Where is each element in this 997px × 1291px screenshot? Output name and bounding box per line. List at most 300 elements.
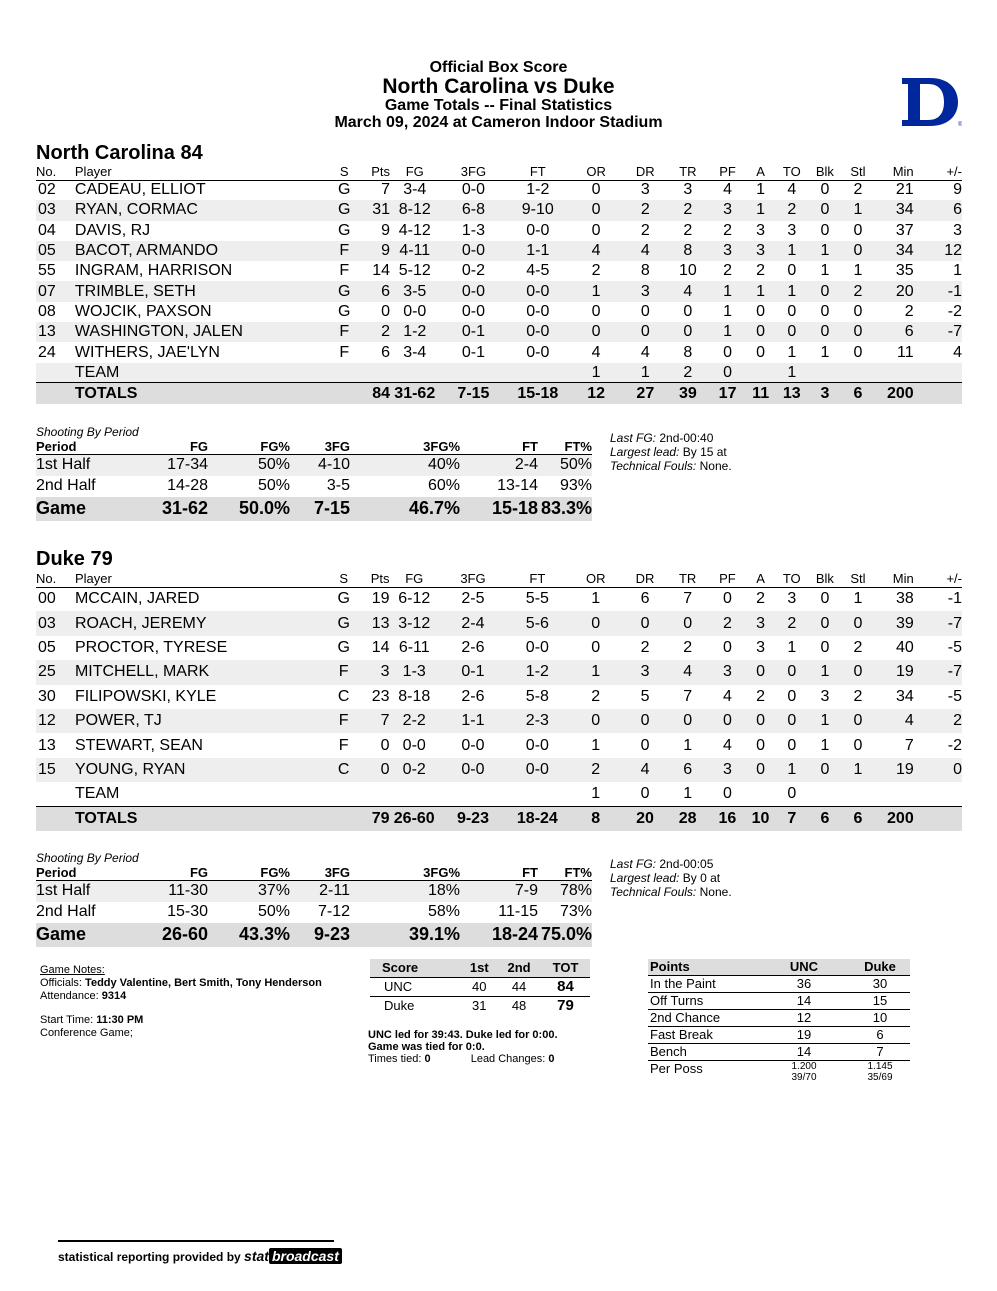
cell-blk: 0 <box>808 200 841 220</box>
last-fg-value: 2nd-00:40 <box>659 431 714 445</box>
lead-info <box>368 1029 558 1065</box>
cell-fg: 8-18 <box>398 687 431 705</box>
cell-tr: 4 <box>667 281 710 301</box>
shooting-header-row <box>36 865 592 881</box>
player-row <box>36 758 962 782</box>
cell-player: CADEAU, ELLIOT <box>74 181 206 199</box>
shooting-3fg-pct: 60% <box>427 477 460 494</box>
cell-a: 1 <box>756 181 766 199</box>
cell-dr: 0 <box>624 322 667 342</box>
cell-pf: 3 <box>709 758 746 782</box>
cell-dr: 3 <box>624 281 667 301</box>
cell-fg: 1-2 <box>390 322 439 342</box>
col-header-a: A <box>746 163 775 180</box>
shooting-period-row <box>36 881 592 902</box>
cell-fg: 3-12 <box>389 611 439 635</box>
cell-or: 0 <box>591 181 601 199</box>
cell-min: 21 <box>895 181 914 199</box>
cell-dr: 0 <box>640 785 650 803</box>
shooting-ft: 13-14 <box>497 477 538 494</box>
cell-pf: 0 <box>723 343 733 361</box>
cell-fg: 1-3 <box>389 660 439 684</box>
team-title-unc: North Carolina 84 <box>36 142 203 164</box>
points-duke: 6 <box>850 1026 910 1043</box>
total-tr: 39 <box>667 383 710 404</box>
cell-stl: 0 <box>853 221 863 239</box>
total-fg: 31-62 <box>390 383 439 404</box>
cell-blk: 0 <box>808 281 841 301</box>
cell-or: 2 <box>591 262 601 280</box>
cell-pf: 0 <box>722 785 732 803</box>
col-header-pts: Pts <box>358 570 389 587</box>
cell-pf: 2 <box>709 611 746 635</box>
shooting-3fg: 2-11 <box>290 881 350 902</box>
cell-plus-minus: -7 <box>914 660 962 684</box>
cell-or: 1 <box>591 736 601 754</box>
cell-stl <box>841 782 874 806</box>
box-score-table-duke <box>36 570 962 831</box>
points-breakdown-table <box>648 959 910 1086</box>
cell-stl: 0 <box>853 343 863 361</box>
total-3fg: 7-15 <box>440 383 508 404</box>
team-title-duke: Duke 79 <box>36 548 113 570</box>
total-tr: 28 <box>666 807 709 831</box>
cell-3fg: 1-3 <box>461 221 485 239</box>
game-notes <box>40 964 322 1040</box>
cell-plus-minus: 9 <box>953 181 962 199</box>
cell-to: 0 <box>787 302 797 320</box>
cell-pos: G <box>330 200 359 220</box>
tied-summary: Game was tied for 0:0. <box>368 1041 485 1053</box>
cell-3fg: 0-0 <box>461 181 485 199</box>
game-fg-pct: 43.3% <box>208 923 290 947</box>
points-unc: 36 <box>758 975 850 992</box>
cell-plus-minus: -2 <box>947 736 962 754</box>
player-row <box>36 733 962 757</box>
cell-no <box>36 782 75 806</box>
col-header-plus-minus: +/- <box>914 570 962 587</box>
first-half-score: 31 <box>472 998 487 1014</box>
shooting-fg: 17-34 <box>136 455 208 476</box>
shooting-col-fg: FG <box>136 865 208 881</box>
technical-fouls-value: None. <box>699 459 732 473</box>
shooting-ft: 11-15 <box>498 903 538 920</box>
cell-min: 35 <box>895 262 914 280</box>
first-half-score: 40 <box>461 977 497 996</box>
col-header-plus-minus: +/- <box>914 163 962 180</box>
score-header: Score <box>370 959 461 977</box>
player-row <box>36 709 962 733</box>
box-score-table-unc <box>36 163 962 404</box>
cell-3fg: 2-6 <box>461 638 485 656</box>
officials-label: Officials: <box>40 977 82 989</box>
lead-summary: UNC led for 39:43. Duke led for 0:00. <box>368 1029 558 1041</box>
cell-a: 2 <box>756 262 766 280</box>
player-row <box>36 200 962 220</box>
cell-a: 3 <box>756 638 765 656</box>
cell-pts: 9 <box>359 241 390 261</box>
game-period: Game <box>36 497 136 521</box>
col-header-fg: FG <box>390 163 439 180</box>
points-unc: 14 <box>758 992 850 1009</box>
cell-pf: 1 <box>709 281 746 301</box>
cell-pts: 2 <box>359 322 390 342</box>
shooting-period: 2nd Half <box>36 903 96 920</box>
cell-min: 6 <box>874 322 913 342</box>
cell-no: 00 <box>38 590 56 608</box>
shooting-3fg-pct: 40% <box>350 455 460 476</box>
points-col-label: Points <box>648 959 758 975</box>
cell-blk: 1 <box>820 262 830 280</box>
cell-3fg: 0-0 <box>440 281 508 301</box>
points-row <box>648 1009 910 1026</box>
cell-blk: 0 <box>820 590 830 608</box>
col-header-dr: DR <box>624 570 667 587</box>
cell-pts: 14 <box>372 262 391 280</box>
col-header-player: Player <box>75 163 330 180</box>
cell-pts: 0 <box>380 736 390 754</box>
footer-credit <box>58 1240 339 1264</box>
game-fg: 26-60 <box>136 923 208 947</box>
cell-player: TRIMBLE, SETH <box>75 281 330 301</box>
cell-a: 0 <box>746 322 775 342</box>
attendance-label: Attendance: <box>40 990 99 1002</box>
team-row <box>36 363 962 383</box>
cell-pts: 23 <box>371 687 390 705</box>
cell-min: 11 <box>897 343 914 361</box>
total-or: 8 <box>568 807 624 831</box>
cell-no: 25 <box>36 660 75 684</box>
cell-plus-minus: 4 <box>953 343 962 361</box>
total-player: TOTALS <box>75 383 330 404</box>
cell-min: 37 <box>895 221 914 239</box>
cell-ft: 4-5 <box>526 262 550 280</box>
cell-to: 1 <box>775 241 808 261</box>
cell-stl: 2 <box>853 638 863 656</box>
total-score: 84 <box>541 977 590 996</box>
shooting-ft-pct: 78% <box>538 881 592 902</box>
cell-player: WOJCIK, PAXSON <box>74 302 212 320</box>
shooting-game-row <box>36 497 592 521</box>
total-dr: 27 <box>624 383 667 404</box>
cell-ft: 5-6 <box>507 611 568 635</box>
total-blk: 6 <box>808 807 841 831</box>
brand-part-a: stat <box>244 1248 269 1264</box>
cell-3fg: 1-1 <box>439 709 507 733</box>
cell-pf: 0 <box>709 709 746 733</box>
cell-pf: 3 <box>709 660 746 684</box>
cell-min: 20 <box>874 281 913 301</box>
cell-tr: 7 <box>683 590 693 608</box>
cell-ft: 1-2 <box>507 660 568 684</box>
shooting-col-fg: FG <box>136 439 208 455</box>
officials-value: Teddy Valentine, Bert Smith, Tony Henderson <box>85 977 322 989</box>
points-duke: 30 <box>850 975 910 992</box>
cell-no: 03 <box>36 200 75 220</box>
cell-tr: 1 <box>683 785 693 803</box>
cell-stl: 0 <box>841 322 874 342</box>
cell-ft: 0-0 <box>507 322 568 342</box>
cell-min: 2 <box>904 302 914 320</box>
team-row <box>36 782 962 806</box>
cell-pos: G <box>338 302 351 320</box>
cell-pos: G <box>338 181 351 199</box>
cell-fg: 6-12 <box>398 590 431 608</box>
cell-to: 1 <box>787 343 797 361</box>
cell-or: 0 <box>568 709 624 733</box>
team-name: Duke <box>384 998 415 1014</box>
cell-stl: 0 <box>853 302 863 320</box>
cell-to: 0 <box>775 660 808 684</box>
shooting-ft: 2-4 <box>460 455 538 476</box>
total-plus-minus <box>914 383 962 404</box>
cell-a: 3 <box>756 221 766 239</box>
cell-pos: F <box>339 343 350 361</box>
cell-to: 0 <box>775 322 808 342</box>
cell-blk: 1 <box>808 660 841 684</box>
cell-to: 3 <box>787 590 797 608</box>
col-header-pts: Pts <box>359 163 390 180</box>
cell-ft: 0-0 <box>526 343 550 361</box>
cell-blk: 3 <box>820 687 830 705</box>
cell-min: 40 <box>895 638 914 656</box>
cell-pf: 2 <box>723 221 733 239</box>
points-label: Off Turns <box>648 992 758 1009</box>
score-by-half-table <box>370 959 590 1015</box>
cell-ft <box>507 363 568 383</box>
cell-player: PROCTOR, TYRESE <box>74 638 228 656</box>
cell-min: 19 <box>874 660 913 684</box>
cell-pos: G <box>338 221 351 239</box>
cell-pts: 3 <box>358 660 389 684</box>
shooting-game-row <box>36 923 592 947</box>
game-notes-title: Game Notes: <box>40 964 105 976</box>
total-ft: 18-24 <box>507 807 568 831</box>
cell-ft <box>507 782 568 806</box>
col-header-pf: PF <box>709 163 746 180</box>
start-time-label: Start Time: <box>40 1014 94 1026</box>
points-label: Fast Break <box>648 1026 758 1043</box>
cell-tr: 4 <box>666 660 709 684</box>
player-row <box>36 322 962 342</box>
cell-ft: 0-0 <box>507 758 568 782</box>
cell-to: 4 <box>787 181 797 199</box>
cell-ft: 1-2 <box>526 181 550 199</box>
cell-ft: 0-0 <box>525 736 549 754</box>
cell-blk: 1 <box>808 709 841 733</box>
cell-min: 19 <box>874 758 913 782</box>
cell-fg: 8-12 <box>390 200 439 220</box>
cell-player: DAVIS, RJ <box>74 221 151 239</box>
cell-3fg: 6-8 <box>440 200 508 220</box>
cell-3fg: 0-0 <box>439 758 507 782</box>
player-row <box>36 221 962 241</box>
total-pts: 79 <box>358 807 389 831</box>
cell-pos: G <box>330 281 359 301</box>
cell-player: ROACH, JEREMY <box>75 611 329 635</box>
cell-stl <box>841 363 874 383</box>
cell-no: 55 <box>38 262 56 280</box>
cell-stl: 1 <box>841 758 874 782</box>
shooting-col-ft: FT <box>460 865 538 881</box>
cell-ft: 0-0 <box>526 302 550 320</box>
cell-dr: 2 <box>640 638 650 656</box>
shooting-caption: Shooting By Period <box>36 851 139 865</box>
total-min: 200 <box>874 807 913 831</box>
cell-blk <box>808 782 841 806</box>
col-header-no: No. <box>36 163 75 180</box>
cell-blk: 0 <box>820 221 830 239</box>
cell-plus-minus: -7 <box>914 322 962 342</box>
points-header-row <box>648 959 910 975</box>
cell-pts <box>359 363 390 383</box>
cell-a <box>746 782 775 806</box>
col-header-blk: Blk <box>808 163 841 180</box>
cell-pf: 0 <box>722 638 732 656</box>
cell-player: MITCHELL, MARK <box>75 660 329 684</box>
cell-plus-minus: -7 <box>914 611 962 635</box>
cell-plus-minus: -1 <box>914 281 962 301</box>
brand-part-b: broadcast <box>269 1248 342 1264</box>
cell-min: 34 <box>895 687 914 705</box>
cell-3fg: 0-0 <box>461 736 485 754</box>
points-duke: 15 <box>850 992 910 1009</box>
shooting-ft-pct: 93% <box>559 477 592 494</box>
shooting-by-period-duke <box>36 851 592 947</box>
cell-or: 1 <box>591 785 601 803</box>
cell-no: 05 <box>36 241 75 261</box>
col-header-tr: TR <box>666 570 709 587</box>
largest-lead-value: By 0 at <box>682 871 721 885</box>
cell-fg: 5-12 <box>398 262 431 280</box>
cell-3fg <box>440 363 508 383</box>
cell-a: 0 <box>746 709 775 733</box>
cell-plus-minus: -1 <box>947 590 962 608</box>
cell-player: BACOT, ARMANDO <box>75 241 330 261</box>
cell-plus-minus <box>914 782 962 806</box>
col-header-stl: Stl <box>841 163 874 180</box>
cell-to: 2 <box>775 200 808 220</box>
col-header-dr: DR <box>624 163 667 180</box>
cell-fg: 3-5 <box>390 281 439 301</box>
points-col-unc: UNC <box>758 959 850 975</box>
game-info-unc <box>610 431 732 473</box>
cell-pf: 3 <box>709 200 746 220</box>
cell-pts: 0 <box>381 302 391 320</box>
game-period: Game <box>36 923 136 947</box>
cell-fg: 3-4 <box>403 343 427 361</box>
technical-fouls-label: Technical Fouls: <box>610 885 697 899</box>
cell-ft: 5-8 <box>525 687 549 705</box>
totals-row <box>36 807 962 831</box>
points-row <box>648 975 910 992</box>
shooting-by-period-unc <box>36 425 592 521</box>
cell-ft: 5-5 <box>525 590 549 608</box>
cell-player: TEAM <box>74 785 120 803</box>
col-header-min: Min <box>874 570 913 587</box>
second-half-score: 44 <box>497 977 541 996</box>
game-3fg: 9-23 <box>290 923 350 947</box>
lead-changes-value: 0 <box>548 1053 555 1065</box>
points-label: 2nd Chance <box>648 1009 758 1026</box>
shooting-period-row <box>36 902 592 923</box>
cell-player: FILIPOWSKI, KYLE <box>74 687 217 705</box>
score-row-duke <box>370 996 590 1015</box>
total-pf: 16 <box>709 807 746 831</box>
cell-dr: 0 <box>624 709 667 733</box>
total-no <box>36 807 75 831</box>
cell-no: 24 <box>38 343 56 361</box>
cell-pf: 4 <box>723 181 733 199</box>
cell-player: STEWART, SEAN <box>74 736 203 754</box>
shooting-ft: 7-9 <box>460 881 538 902</box>
total-dr: 20 <box>624 807 667 831</box>
largest-lead-value: By 15 at <box>682 445 727 459</box>
cell-dr: 6 <box>640 590 650 608</box>
total-pos <box>329 807 358 831</box>
cell-plus-minus: 1 <box>953 262 962 280</box>
shooting-fg-pct: 50% <box>257 903 290 920</box>
cell-min: 4 <box>874 709 913 733</box>
game-ft-pct: 75.0% <box>538 923 592 947</box>
cell-pts: 13 <box>358 611 389 635</box>
shooting-header-row <box>36 439 592 455</box>
box-header-row <box>36 163 962 180</box>
col-header-pos: S <box>329 570 358 587</box>
cell-no: 13 <box>36 322 75 342</box>
technical-fouls-label: Technical Fouls: <box>610 459 697 473</box>
points-col-duke: Duke <box>850 959 910 975</box>
cell-tr: 8 <box>667 241 710 261</box>
shooting-col-3fg: 3FG <box>290 865 350 881</box>
cell-fg: 0-0 <box>403 302 427 320</box>
shooting-caption: Shooting By Period <box>36 425 139 439</box>
footer-text: statistical reporting provided by <box>58 1250 241 1264</box>
cell-pos <box>329 782 358 806</box>
col-header-3fg: 3FG <box>440 163 508 180</box>
cell-3fg: 2-4 <box>439 611 507 635</box>
cell-or: 0 <box>591 221 601 239</box>
col-header-fg: FG <box>389 570 439 587</box>
per-poss-unc <box>758 1060 850 1086</box>
cell-plus-minus: 3 <box>953 221 962 239</box>
col-header-3fg: 3FG <box>439 570 507 587</box>
game-fg: 31-62 <box>136 497 208 521</box>
player-row <box>36 611 962 635</box>
cell-min: 7 <box>904 736 914 754</box>
total-pts: 84 <box>359 383 390 404</box>
cell-no <box>36 363 75 383</box>
total-a: 10 <box>746 807 775 831</box>
total-blk: 3 <box>808 383 841 404</box>
cell-blk: 1 <box>820 343 830 361</box>
cell-min: 38 <box>895 590 914 608</box>
cell-dr: 0 <box>624 611 667 635</box>
cell-to: 0 <box>787 736 797 754</box>
largest-lead-label: Largest lead: <box>610 871 680 885</box>
col-header-to: TO <box>775 163 808 180</box>
cell-dr: 3 <box>624 660 667 684</box>
shooting-col-ft-pct: FT% <box>538 439 592 455</box>
cell-plus-minus: 12 <box>914 241 962 261</box>
cell-tr: 0 <box>667 322 710 342</box>
cell-ft: 2-3 <box>507 709 568 733</box>
shooting-col-3fg: 3FG <box>290 439 350 455</box>
report-header <box>0 59 997 131</box>
cell-a: 0 <box>756 343 766 361</box>
last-fg-label: Last FG: <box>610 431 657 445</box>
cell-min: 39 <box>874 611 913 635</box>
